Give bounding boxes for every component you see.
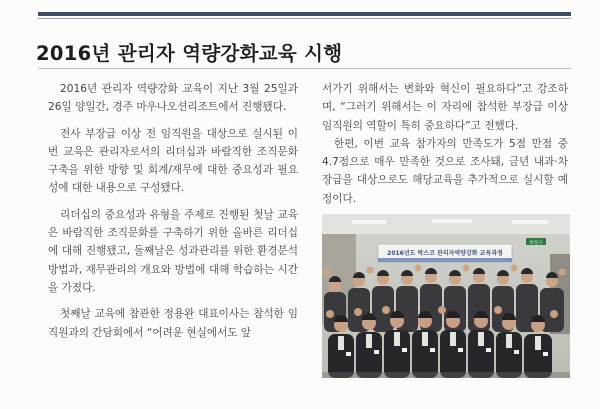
header-rule-thin: [38, 18, 571, 19]
title-divider: [38, 68, 571, 69]
banner-text: 2016년도 락스코 관리자역량강화 교육과정: [387, 250, 503, 257]
article-title: 2016년 관리자 역량강화교육 시행: [36, 42, 343, 65]
article-right-column: [322, 80, 568, 208]
paragraph-4: 첫째날 교육에 참관한 정용완 대표이사는 참석한 임직원과의 간담회에서 “어려운 현실에서도 앞: [48, 308, 298, 339]
header-rule-thick: [38, 12, 571, 16]
paragraph-2: 전사 부장급 이상 전 임직원을 대상으로 실시된 이번 교육은 관리자로서의 리더십과 바람직한 조직문화 구축을 위한 방향 및 회계/재무에 대한 중요성과 필요성에 대한 내용으로 구성됐다.: [48, 127, 298, 195]
group-photo-illustration: [322, 214, 570, 378]
paragraph-5: 한편, 이번 교육 참가자의 만족도가 5점 만점 중 4.7점으로 매우 만족한 것으로 조사돼, 금년 내과·차장급을 대상으로도 해당교육을 추가적으로 실시할 예정이다.: [322, 137, 568, 205]
article-left-column: [48, 80, 298, 342]
exit-sign-text: 비상구: [529, 241, 543, 246]
paragraph-1: 2016년 관리자 역량강화 교육이 지난 3월 25일과 26일 양일간, 경주 마우나오션리조트에서 진행됐다.: [48, 83, 298, 114]
paragraph-4-continued: 서가기 위해서는 변화와 혁신이 필요하다”고 강조하며, “그러기 위해서는 이 자리에 참석한 부장급 이상 임직원의 역할이 특히 중요하다”고 전했다.: [322, 83, 568, 132]
group-photo: [322, 214, 570, 378]
paragraph-3: 리더십의 중요성과 유형을 주제로 진행된 첫날 교육은 바람직한 조직문화를 구축하기 위한 올바른 리더십에 대해 진행됐고, 둘째날은 성과관리를 위한 환경분석 방법과, 재무관리의 개요와 방법에 대해 학습하는 시간을 가졌다.: [48, 208, 298, 294]
